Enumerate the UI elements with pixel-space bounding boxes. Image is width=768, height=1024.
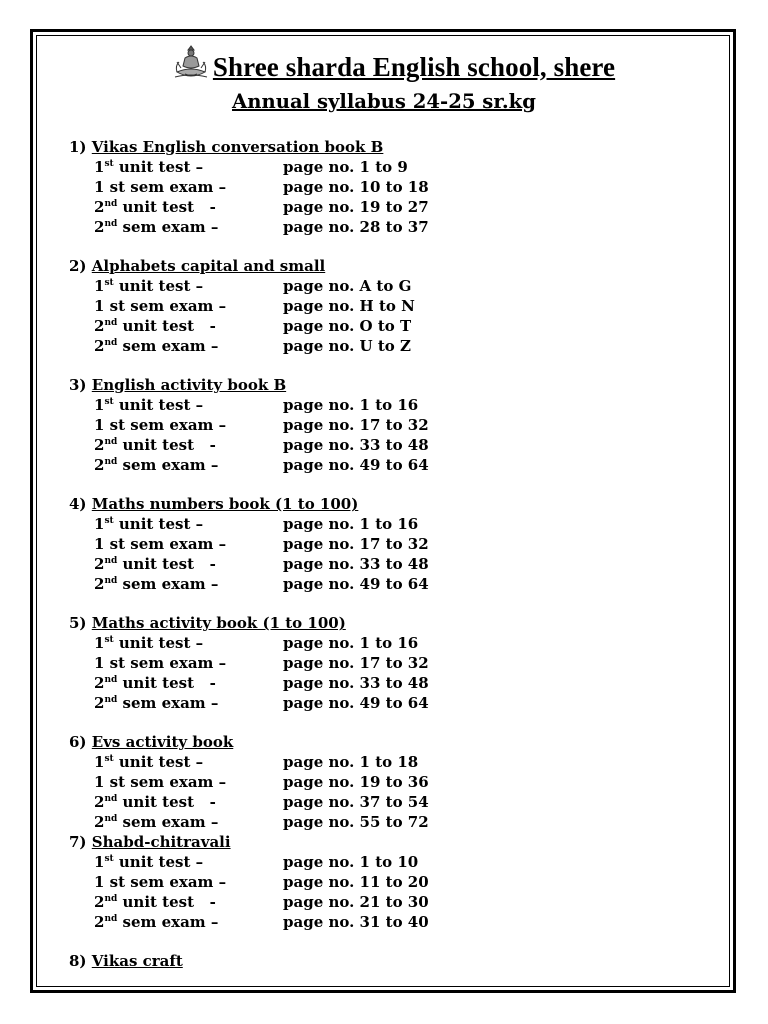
ordinal-suffix: nd [104, 576, 118, 586]
ordinal-suffix: st [104, 854, 114, 864]
section-number: 3) [69, 376, 87, 394]
syllabus-row [69, 653, 689, 673]
exam-label-text: unit test – [113, 853, 204, 871]
exam-label-text: sem exam – [117, 575, 219, 593]
exam-label-text: sem exam – [117, 694, 219, 712]
exam-label-text: 1 [94, 753, 105, 771]
syllabus-section [69, 137, 689, 237]
exam-label-text: 1 [94, 158, 105, 176]
syllabus-row [69, 197, 689, 217]
ordinal-suffix: nd [104, 338, 118, 348]
exam-label [94, 693, 218, 713]
exam-label-text: 1 st sem exam – [94, 178, 227, 196]
section-spacer [69, 237, 689, 256]
exam-label-text: sem exam – [117, 337, 219, 355]
exam-label [94, 892, 216, 912]
section-spacer [69, 475, 689, 494]
exam-label-text: unit test – [113, 753, 204, 771]
ordinal-suffix: nd [104, 814, 118, 824]
section-spacer [69, 713, 689, 732]
syllabus-row [69, 852, 689, 872]
exam-label [94, 276, 203, 296]
ordinal-suffix: st [104, 397, 114, 407]
exam-label-text: unit test - [117, 198, 216, 216]
syllabus-row [69, 296, 689, 316]
exam-label [94, 534, 226, 554]
page-range: page no. 55 to 72 [283, 813, 429, 831]
ordinal-suffix: st [104, 159, 114, 169]
section-spacer [69, 356, 689, 375]
page-range: page no. 37 to 54 [283, 793, 429, 811]
syllabus-row [69, 633, 689, 653]
syllabus-row [69, 912, 689, 932]
exam-label-text: 1 st sem exam – [94, 535, 227, 553]
exam-label [94, 296, 226, 316]
exam-label-text: unit test - [117, 436, 216, 454]
syllabus-row [69, 673, 689, 693]
exam-label-text: unit test - [117, 793, 216, 811]
exam-label-text: unit test - [117, 555, 216, 573]
exam-label-text: unit test – [113, 515, 204, 533]
syllabus-section [69, 613, 689, 713]
syllabus-row [69, 395, 689, 415]
book-title: English activity book B [91, 376, 287, 394]
exam-label-text: sem exam – [117, 456, 219, 474]
exam-label [94, 554, 216, 574]
book-title: Maths activity book (1 to 100) [91, 614, 346, 632]
page-range: page no. U to Z [283, 337, 411, 355]
exam-label-text: 1 [94, 277, 105, 295]
exam-label-text: sem exam – [117, 813, 219, 831]
exam-label-text: unit test – [113, 158, 204, 176]
exam-label-text: 2 [94, 317, 105, 335]
syllabus-row [69, 217, 689, 237]
exam-label-text: 2 [94, 913, 105, 931]
exam-label [94, 792, 216, 812]
syllabus-row [69, 316, 689, 336]
page-range: page no. A to G [283, 277, 412, 295]
exam-label-text: 2 [94, 456, 105, 474]
page-range: page no. 33 to 48 [283, 674, 429, 692]
exam-label-text: 2 [94, 575, 105, 593]
page-range: page no. 17 to 32 [283, 654, 429, 672]
page-range: page no. 11 to 20 [283, 873, 429, 891]
page-range: page no. 21 to 30 [283, 893, 429, 911]
syllabus-list [69, 137, 689, 971]
exam-label-text: 1 [94, 396, 105, 414]
syllabus-row [69, 693, 689, 713]
syllabus-row [69, 574, 689, 594]
page-range: page no. 17 to 32 [283, 535, 429, 553]
section-title [69, 494, 689, 514]
exam-label [94, 316, 216, 336]
exam-label-text: unit test - [117, 893, 216, 911]
page-range: page no. 1 to 9 [283, 158, 408, 176]
exam-label [94, 336, 218, 356]
exam-label-text: 1 [94, 853, 105, 871]
section-title [69, 375, 689, 395]
syllabus-row [69, 157, 689, 177]
exam-label [94, 197, 216, 217]
exam-label-text: 2 [94, 436, 105, 454]
syllabus-row [69, 415, 689, 435]
section-number: 2) [69, 257, 87, 275]
syllabus-section [69, 375, 689, 475]
section-spacer [69, 594, 689, 613]
exam-label-text: 2 [94, 893, 105, 911]
exam-label-text: 1 [94, 515, 105, 533]
section-title [69, 256, 689, 276]
page-range: page no. 49 to 64 [283, 694, 429, 712]
exam-label-text: 1 st sem exam – [94, 416, 227, 434]
ordinal-suffix: nd [104, 199, 118, 209]
syllabus-row [69, 336, 689, 356]
section-number: 8) [69, 952, 87, 970]
exam-label-text: 1 st sem exam – [94, 297, 227, 315]
syllabus-section [69, 732, 689, 832]
exam-label [94, 752, 203, 772]
section-number: 4) [69, 495, 87, 513]
ordinal-suffix: st [104, 635, 114, 645]
exam-label-text: unit test - [117, 674, 216, 692]
syllabus-row [69, 892, 689, 912]
exam-label-text: unit test – [113, 396, 204, 414]
syllabus-section [69, 494, 689, 594]
section-title [69, 732, 689, 752]
exam-label-text: unit test – [113, 634, 204, 652]
ordinal-suffix: st [104, 516, 114, 526]
ordinal-suffix: st [104, 278, 114, 288]
section-title [69, 137, 689, 157]
section-number: 7) [69, 833, 87, 851]
page-range: page no. 49 to 64 [283, 456, 429, 474]
exam-label-text: unit test – [113, 277, 204, 295]
exam-label [94, 514, 203, 534]
book-title: Evs activity book [91, 733, 234, 751]
syllabus-row [69, 792, 689, 812]
school-title-line [171, 44, 615, 82]
syllabus-row [69, 177, 689, 197]
ordinal-suffix: nd [104, 556, 118, 566]
exam-label [94, 673, 216, 693]
page-range: page no. 28 to 37 [283, 218, 429, 236]
ordinal-suffix: nd [104, 437, 118, 447]
ordinal-suffix: nd [104, 675, 118, 685]
syllabus-row [69, 534, 689, 554]
syllabus-row [69, 435, 689, 455]
exam-label [94, 912, 218, 932]
page-range: page no. 31 to 40 [283, 913, 429, 931]
goddess-sharda-logo-icon [171, 44, 211, 82]
book-title: Vikas craft [91, 952, 183, 970]
section-number: 1) [69, 138, 87, 156]
exam-label-text: 1 st sem exam – [94, 654, 227, 672]
ordinal-suffix: nd [104, 914, 118, 924]
exam-label [94, 653, 226, 673]
exam-label-text: 2 [94, 337, 105, 355]
page-range: page no. 19 to 27 [283, 198, 429, 216]
book-title: Maths numbers book (1 to 100) [91, 495, 359, 513]
exam-label [94, 872, 226, 892]
page-range: page no. 49 to 64 [283, 575, 429, 593]
page-range: page no. 1 to 10 [283, 853, 419, 871]
exam-label-text: 2 [94, 198, 105, 216]
exam-label-text: 2 [94, 218, 105, 236]
page-range: page no. O to T [283, 317, 412, 335]
section-number: 6) [69, 733, 87, 751]
section-title [69, 832, 689, 852]
page-range: page no. 1 to 16 [283, 634, 419, 652]
exam-label-text: unit test - [117, 317, 216, 335]
exam-label [94, 415, 226, 435]
section-title [69, 951, 689, 971]
page-range: page no. H to N [283, 297, 415, 315]
syllabus-row [69, 455, 689, 475]
syllabus-row [69, 812, 689, 832]
page-range: page no. 1 to 16 [283, 396, 419, 414]
syllabus-row [69, 872, 689, 892]
exam-label [94, 395, 203, 415]
ordinal-suffix: nd [104, 794, 118, 804]
exam-label-text: 2 [94, 694, 105, 712]
exam-label [94, 217, 218, 237]
syllabus-section [69, 832, 689, 932]
exam-label-text: sem exam – [117, 218, 219, 236]
exam-label [94, 772, 226, 792]
exam-label [94, 177, 226, 197]
exam-label-text: 2 [94, 555, 105, 573]
exam-label-text: 2 [94, 674, 105, 692]
exam-label-text: 2 [94, 793, 105, 811]
school-name: Shree sharda English school, shere [212, 52, 616, 82]
exam-label-text: 1 st sem exam – [94, 773, 227, 791]
syllabus-title: Annual syllabus 24-25 sr.kg [232, 89, 536, 113]
ordinal-suffix: nd [104, 318, 118, 328]
page-range: page no. 33 to 48 [283, 436, 429, 454]
syllabus-row [69, 514, 689, 534]
syllabus-row [69, 554, 689, 574]
page-range: page no. 1 to 16 [283, 515, 419, 533]
ordinal-suffix: nd [104, 695, 118, 705]
book-title: Shabd-chitravali [91, 833, 231, 851]
exam-label [94, 435, 216, 455]
book-title: Alphabets capital and small [91, 257, 326, 275]
exam-label [94, 157, 203, 177]
ordinal-suffix: st [104, 754, 114, 764]
syllabus-section [69, 256, 689, 356]
page-range: page no. 1 to 18 [283, 753, 419, 771]
syllabus-section [69, 951, 689, 971]
ordinal-suffix: nd [104, 457, 118, 467]
section-title [69, 613, 689, 633]
exam-label [94, 455, 218, 475]
page-range: page no. 10 to 18 [283, 178, 429, 196]
exam-label [94, 574, 218, 594]
syllabus-row [69, 772, 689, 792]
page-range: page no. 17 to 32 [283, 416, 429, 434]
section-number: 5) [69, 614, 87, 632]
ordinal-suffix: nd [104, 894, 118, 904]
exam-label [94, 812, 218, 832]
page-range: page no. 33 to 48 [283, 555, 429, 573]
syllabus-row [69, 276, 689, 296]
ordinal-suffix: nd [104, 219, 118, 229]
syllabus-row [69, 752, 689, 772]
book-title: Vikas English conversation book B [91, 138, 384, 156]
exam-label-text: 1 [94, 634, 105, 652]
exam-label [94, 633, 203, 653]
exam-label [94, 852, 203, 872]
page-range: page no. 19 to 36 [283, 773, 429, 791]
exam-label-text: 1 st sem exam – [94, 873, 227, 891]
document-header [0, 44, 768, 114]
exam-label-text: 2 [94, 813, 105, 831]
exam-label-text: sem exam – [117, 913, 219, 931]
section-spacer [69, 932, 689, 951]
